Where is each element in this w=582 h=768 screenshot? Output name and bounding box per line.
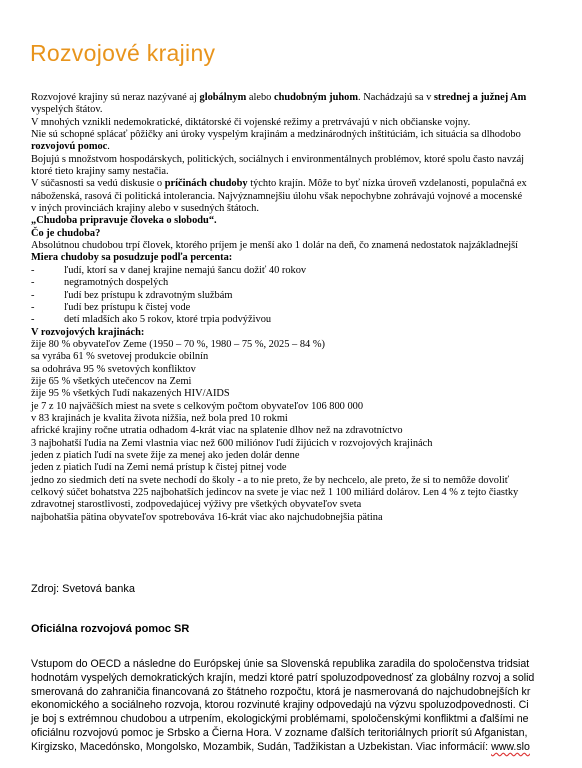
intro-line-7: ktoré tieto krajiny samy nestačia. (31, 166, 169, 178)
facts-heading: V rozvojových krajinách: (31, 326, 145, 338)
paragraph-line: Kirgizsko, Macedónsko, Mongolsko, Mozambik, Sudán, Tadžikistan a Uzbekistan. Viac informácií: www.slo (31, 740, 530, 753)
criteria-item: - negramotných dospelých (31, 277, 169, 289)
fact-line: žije 95 % všetkých ľudí nakazených HIV/AIDS (31, 388, 230, 400)
fact-line: sa odohráva 95 % svetových konfliktov (31, 363, 196, 375)
criteria-item: - ľudí, ktorí sa v danej krajine nemajú šancu dožiť 40 rokov (31, 264, 307, 276)
source-note: Zdroj: Svetová banka (31, 583, 135, 595)
paragraph-line: smerovaná do zahraničia financovaná zo štátneho rozpočtu, ktorá je nasmerovaná do najchudobnejších kr (31, 685, 531, 698)
intro-line-5: rozvojovú pomoc. (31, 141, 110, 153)
intro-line-1: Rozvojové krajiny sú neraz nazývané aj globálnym alebo chudobným juhom. Nachádzajú sa v strednej a južnej Am (31, 92, 527, 103)
intro-line-2: vyspelých štátov. (31, 104, 103, 116)
intro-line-8: V súčasnosti sa vedú diskusie o príčinách chudoby týchto krajín. Môže to byť nízka úroveň vzdelanosti, populačná ex (31, 178, 527, 190)
fact-line: zdravotnej starostlivosti, zodpovedajúcej výživy pre všetkých obyvateľov sveta (31, 499, 362, 511)
definition-line: Absolútnou chudobou trpí človek, ktorého príjem je menší ako 1 dolár na deň, čo znamená nedostatok najzákladnejší (31, 240, 519, 252)
fact-line: v 83 krajinách je kvalita života nižšia, než bola pred 10 rokmi (31, 412, 288, 424)
section-heading: Oficiálna rozvojová pomoc SR (31, 623, 190, 635)
fact-line: žije 65 % všetkých utečencov na Zemi (31, 375, 192, 387)
question-heading: Čo je chudoba? (31, 227, 101, 239)
intro-line-4: Nie sú schopné splácať pôžičky ani úroky vyspelým krajinám a medzinárodných inštitúciám, ich situácia sa dlhodobo (31, 129, 521, 141)
quote-line: „Chudoba pripravuje človeka o slobodu“. (31, 215, 217, 227)
paragraph-line: je boj s extrémnou chudobou a utrpením, ekologickými problémami, spoločenskými konfliktmi a ďalšími ne (31, 713, 529, 726)
paragraph-line: ekonomického a sociálneho rozvoja, ktorou rozvinuté krajiny odpovedajú na výzvu spoluzodpovednosti. Ci (31, 699, 529, 712)
fact-line: africké krajiny ročne utratia odhadom 4-krát viac na splatenie dlhov než na zdravotníctvo (31, 425, 403, 437)
intro-line-6: Bojujú s množstvom hospodárskych, politických, sociálnych i environmentálnych problémov, ktoré spolu často navzáj (31, 153, 525, 165)
fact-line: žije 80 % obyvateľov Zeme (1950 – 70 %, 1980 – 75 %, 2025 – 84 %) (31, 338, 325, 350)
fact-line: najbohatšia pätina obyvateľov spotrebováva 16-krát viac ako najchudobnejšia pätina (31, 511, 383, 523)
fact-line: 3 najbohatší ľudia na Zemi vlastnia viac než 600 miliónov ľudí žijúcich v rozvojových krajinách (31, 437, 433, 449)
fact-line: celkový súčet bohatstva 225 najbohatších jedincov na svete je viac než 1 100 miliárd dolárov. Len 4 % z tejto čiastky (31, 487, 519, 498)
oda-paragraph (31, 658, 582, 755)
criteria-item: - ľudí bez prístupu k čistej vode (31, 301, 191, 313)
intro-line-10: v iných provinciách krajiny alebo v susedných štátoch. (31, 203, 259, 215)
criteria-heading: Miera chudoby sa posudzuje podľa percenta: (31, 252, 233, 264)
paragraph-line: Vstupom do OECD a následne do Európskej únie sa Slovenská republika zaradila do spoločenstva tridsiat (31, 658, 530, 670)
criteria-item: - detí mladších ako 5 rokov, ktoré trpia podvýživou (31, 314, 272, 326)
intro-line-3: V mnohých vznikli nedemokratické, diktátorské či vojenské režimy a pretrvávajú v nich občianske vojny. (31, 116, 471, 128)
fact-line: jeden z piatich ľudí na Zemi nemá prístup k čistej pitnej vode (31, 462, 287, 474)
more-info-link[interactable]: www.slo (491, 740, 530, 753)
fact-line: je 7 z 10 najväčších miest na svete s celkovým počtom obyvateľov 106 800 000 (31, 400, 364, 412)
page-title: Rozvojové krajiny (30, 40, 216, 66)
paragraph-line: oficiálnu rozvojovú pomoc je Srbsko a Čierna Hora. V zozname ďalších teritoriálnych priorít sú Afganistan, (31, 726, 528, 739)
fact-line: jeden z piatich ľudí na svete žije za menej ako jeden dolár denne (31, 449, 300, 461)
paragraph-line: hodnotám vyspelých demokratických krajín, medzi ktoré patrí spoluzodpovednosť za globálny rozvoj a solid (31, 671, 535, 684)
intro-line-9: náboženská, rasová či politická intolerancia. Najvýznamnejšiu úlohu však nepochybne zohrávajú vojnové a mocenské (31, 190, 523, 202)
article-body (31, 92, 582, 524)
fact-line: jedno zo siedmich detí na svete nechodí do školy - a to nie preto, že by nechcelo, ale preto, že si to nemôže dovoliť (31, 474, 510, 486)
fact-line: sa vyrába 61 % svetovej produkcie obilnín (31, 351, 209, 363)
criteria-item: - ľudí bez prístupu k zdravotným službám (31, 289, 233, 301)
